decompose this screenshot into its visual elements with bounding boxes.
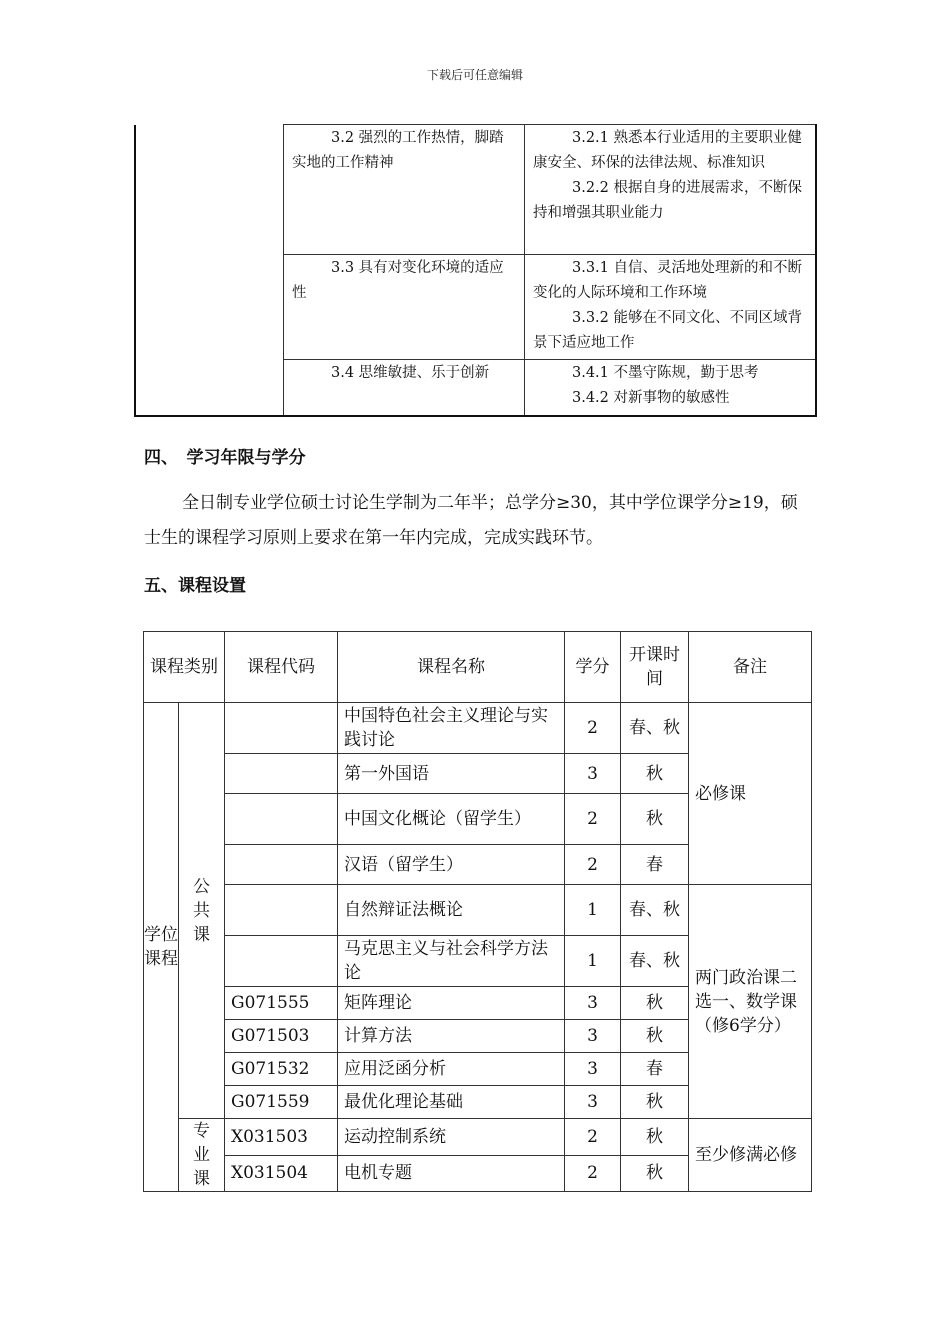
course-credit: 1 — [565, 885, 621, 936]
subgroup-public: 公共课 — [179, 703, 225, 1119]
header-category: 课程类别 — [144, 632, 225, 703]
course-term: 春、秋 — [621, 703, 689, 754]
course-name: 电机专题 — [338, 1155, 565, 1192]
section-5-heading: 五、课程设置 — [144, 576, 246, 596]
page-header: 下载后可任意编辑 — [426, 68, 523, 82]
course-term: 春 — [621, 1053, 689, 1086]
course-code: X031504 — [225, 1155, 338, 1192]
course-term: 秋 — [621, 794, 689, 845]
table-row — [135, 125, 816, 255]
course-credit: 2 — [565, 845, 621, 885]
course-credit: 3 — [565, 1053, 621, 1086]
group-degree-courses: 学位课程 — [144, 703, 179, 1192]
note-major: 至少修满必修 — [689, 1119, 812, 1192]
detail-cell: 3.4.1 不墨守陈规，勤于思考 3.4.2 对新事物的敏感性 — [525, 360, 817, 416]
course-credit: 2 — [565, 794, 621, 845]
course-name: 最优化理论基础 — [338, 1086, 565, 1119]
course-term: 秋 — [621, 987, 689, 1020]
header-credit: 学分 — [565, 632, 621, 703]
course-term: 秋 — [621, 1020, 689, 1053]
header-note: 备注 — [689, 632, 812, 703]
table-header-row — [144, 632, 812, 703]
course-term: 春 — [621, 845, 689, 885]
table-row — [144, 885, 812, 936]
course-table — [143, 631, 812, 1192]
course-name: 汉语（留学生） — [338, 845, 565, 885]
note-required: 必修课 — [689, 703, 812, 885]
course-term: 秋 — [621, 1155, 689, 1192]
detail-cell: 3.2.1 熟悉本行业适用的主要职业健康安全、环保的法律法规、标准知识 3.2.2 根据自身的进展需求，不断保持和增强其职业能力 — [525, 125, 817, 255]
course-term: 秋 — [621, 1086, 689, 1119]
course-name: 矩阵理论 — [338, 987, 565, 1020]
course-code: G071559 — [225, 1086, 338, 1119]
course-term: 秋 — [621, 754, 689, 794]
goal-cell: 3.2 强烈的工作热情，脚踏实地的工作精神 — [284, 125, 525, 255]
detail-cell: 3.3.1 自信、灵活地处理新的和不断变化的人际环境和工作环境 3.3.2 能够在不同文化、不同区域背景下适应地工作 — [525, 255, 817, 360]
course-code: G071555 — [225, 987, 338, 1020]
course-term: 春、秋 — [621, 936, 689, 987]
course-name: 中国文化概论（留学生） — [338, 794, 565, 845]
course-term: 秋 — [621, 1119, 689, 1156]
course-name: 第一外国语 — [338, 754, 565, 794]
goal-cell: 3.3 具有对变化环境的适应性 — [284, 255, 525, 360]
course-code — [225, 703, 338, 754]
course-name: 马克思主义与社会科学方法论 — [338, 936, 565, 987]
note-choice: 两门政治课二选一、数学课（修6学分） — [689, 885, 812, 1119]
course-credit: 3 — [565, 1020, 621, 1053]
course-credit: 3 — [565, 987, 621, 1020]
course-credit: 2 — [565, 1155, 621, 1192]
course-code — [225, 845, 338, 885]
section-4-text: 全日制专业学位硕士讨论生学制为二年半；总学分≥30，其中学位课学分≥19，硕士生的课程学习原则上要求在第一年内完成，完成实践环节。 — [144, 493, 798, 548]
header-term: 开课时间 — [621, 632, 689, 703]
course-credit: 3 — [565, 1086, 621, 1119]
course-term: 春、秋 — [621, 885, 689, 936]
course-code — [225, 794, 338, 845]
course-code — [225, 754, 338, 794]
course-code: G071503 — [225, 1020, 338, 1053]
course-credit: 2 — [565, 1119, 621, 1156]
course-name: 运动控制系统 — [338, 1119, 565, 1156]
course-code: X031503 — [225, 1119, 338, 1156]
empty-cell — [135, 125, 284, 416]
course-code — [225, 885, 338, 936]
course-credit: 2 — [565, 703, 621, 754]
training-goals-table — [134, 124, 817, 417]
course-name: 应用泛函分析 — [338, 1053, 565, 1086]
course-code — [225, 936, 338, 987]
course-name: 自然辩证法概论 — [338, 885, 565, 936]
course-credit: 1 — [565, 936, 621, 987]
table-row — [144, 1119, 812, 1156]
header-code: 课程代码 — [225, 632, 338, 703]
header-name: 课程名称 — [338, 632, 565, 703]
course-name: 中国特色社会主义理论与实践讨论 — [338, 703, 565, 754]
table-row — [144, 703, 812, 754]
course-name: 计算方法 — [338, 1020, 565, 1053]
course-code: G071532 — [225, 1053, 338, 1086]
section-4-heading: 四、 学习年限与学分 — [144, 448, 306, 468]
goal-cell: 3.4 思维敏捷、乐于创新 — [284, 360, 525, 416]
subgroup-major: 专业课 — [179, 1119, 225, 1192]
course-credit: 3 — [565, 754, 621, 794]
